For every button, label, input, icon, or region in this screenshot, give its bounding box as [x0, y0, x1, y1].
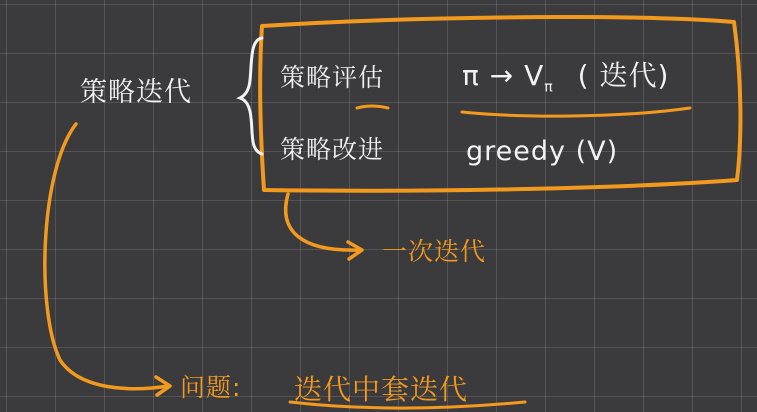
problem-label: 问题:: [180, 373, 242, 402]
root-label: 策略迭代: [80, 77, 192, 108]
underline-iteration: [462, 108, 690, 116]
loop-note: 一次迭代: [382, 237, 487, 266]
evaluation-formula: π → V: [462, 59, 545, 92]
step-evaluation-detail: [462, 54, 669, 96]
problem-text: 迭代中套迭代: [294, 373, 469, 406]
step-improvement-name: 策略改进: [280, 135, 385, 164]
arrow-problem: [45, 124, 168, 389]
underline-ping: [357, 106, 388, 108]
step-improvement-detail: greedy (V): [466, 136, 619, 167]
formula-subscript: π: [544, 79, 554, 96]
step-evaluation-name: 策略评估: [280, 63, 385, 92]
evaluation-suffix: ( 迭代): [577, 59, 670, 92]
